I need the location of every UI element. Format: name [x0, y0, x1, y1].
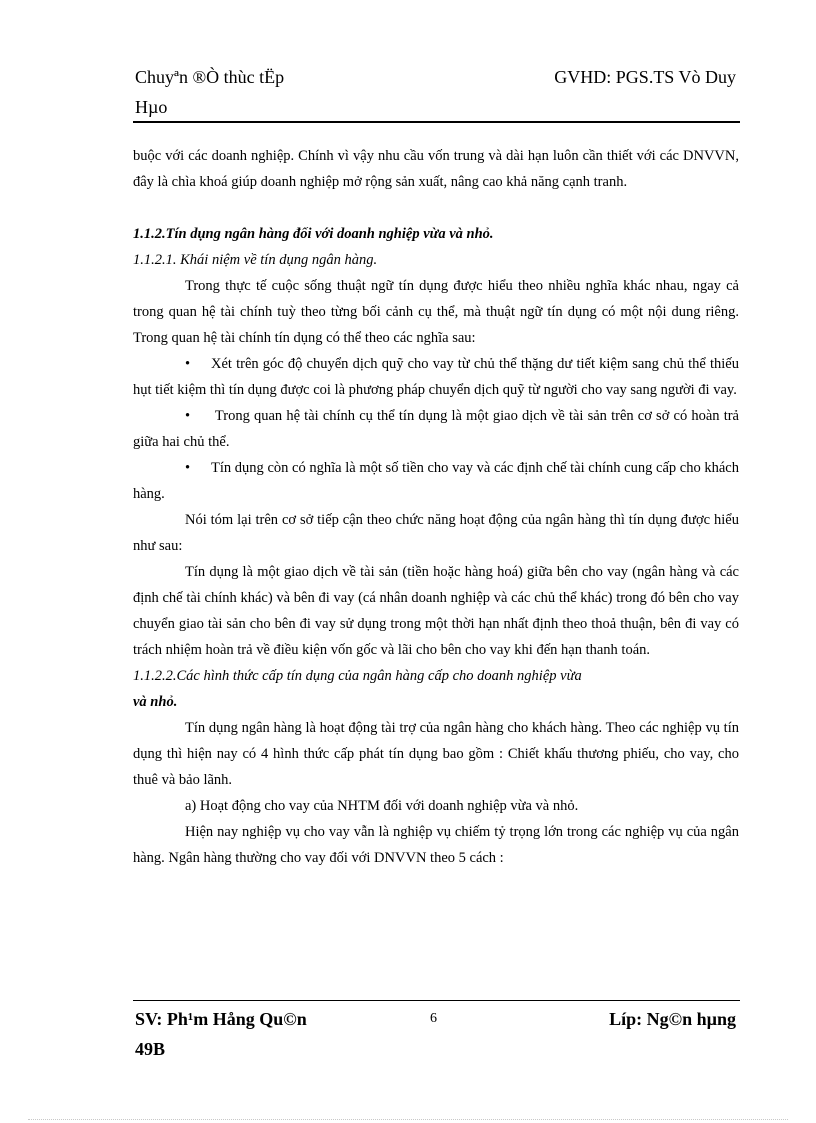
page-edge-divider [28, 1119, 788, 1120]
bullet-item-2 [133, 403, 739, 455]
paragraph-1: buộc với các doanh nghiệp. Chính vì vậy nhu cầu vốn trung và dài hạn luôn cần thiết với các DNVVN, đây là chìa khoá giúp doanh nghiệp mở rộng sản xuất, nâng cao khả năng cạnh tranh. [133, 148, 739, 190]
header-left-line2: Hµo [135, 97, 168, 117]
paragraph-5: Tín dụng ngân hàng là hoạt động tài trợ của ngân hàng cho khách hàng. Theo các nghiệp vụ tín dụng thì hiện nay có 4 hình thức cấp phát tín dụng bao gồm : Chiết khấu thương phiếu, cho vay, cho thuê và bảo lãnh. [133, 720, 739, 788]
paragraph-6: Hiện nay nghiệp vụ cho vay vẫn là nghiệp vụ chiếm tỷ trọng lớn trong các nghiệp vụ của ngân hàng. Ngân hàng thường cho vay đối với DNVVN theo 5 cách : [133, 824, 739, 866]
bullet-text-1: Xét trên góc độ chuyển dịch quỹ cho vay từ chủ thể thặng dư tiết kiệm sang chủ thể thiếu hụt tiết kiệm thì tín dụng được coi là phương pháp chuyển dịch quỹ từ người cho vay sang người đi vay. [133, 356, 739, 398]
footer-left-line2: 49B [135, 1039, 166, 1059]
page-number: 6 [430, 1011, 437, 1026]
bullet-text-2: Trong quan hệ tài chính cụ thể tín dụng là một giao dịch về tài sản trên cơ sở có hoàn trả giữa hai chủ thể. [133, 408, 739, 450]
footer-right: Líp: Ng©n hµng [609, 1009, 736, 1029]
heading-1-1-2-2-line1: 1.1.2.2.Các hình thức cấp tín dụng của ngân hàng cấp cho doanh nghiệp vừa [133, 668, 582, 684]
bullet-item-3 [133, 455, 739, 507]
heading-1-1-2: 1.1.2.Tín dụng ngân hàng đối với doanh nghiệp vừa và nhỏ. [133, 226, 494, 242]
paragraph-4: Tín dụng là một giao dịch về tài sản (tiền hoặc hàng hoá) giữa bên cho vay (ngân hàng và các định chế tài chính khác) và bên đi vay (cá nhân doanh nghiệp và các chủ thể khác) trong đó bên cho vay chuyển giao tài sản cho bên đi vay sử dụng trong một thời hạn nhất định theo thoả thuận, bên đi vay có trách nhiệm hoàn trả về điều kiện vốn gốc và lãi cho bên cho vay khi đến hạn thanh toán. [133, 564, 739, 658]
bullet-text-3: Tín dụng còn có nghĩa là một số tiền cho vay và các định chế tài chính cung cấp cho khách hàng. [133, 460, 739, 502]
bullet-icon: • [185, 356, 191, 372]
bullet-icon: • [185, 460, 191, 476]
heading-1-1-2-2 [133, 663, 739, 715]
header-rule [133, 121, 740, 123]
spacer [133, 195, 739, 221]
page-body [133, 143, 739, 871]
heading-1-1-2-2-line2: và nhỏ. [133, 694, 178, 710]
bullet-icon: • [185, 408, 191, 424]
paragraph-3: Nói tóm lại trên cơ sở tiếp cận theo chức năng hoạt động của ngân hàng thì tín dụng được hiểu như sau: [133, 512, 739, 554]
bullet-item-1 [133, 351, 739, 403]
header-left [135, 62, 365, 122]
footer-rule [133, 1000, 740, 1001]
heading-1-1-2-1: 1.1.2.1. Khái niệm về tín dụng ngân hàng. [133, 252, 378, 268]
footer-left [135, 1004, 335, 1064]
header-right: GVHD: PGS.TS Vò Duy [554, 67, 736, 87]
header-left-line1: Chuyªn ®Ò thùc tËp [135, 67, 285, 87]
paragraph-2: Trong thực tế cuộc sống thuật ngữ tín dụng được hiểu theo nhiều nghĩa khác nhau, ngay cả trong quan hệ tài chính tuỳ theo từng bối cảnh cụ thể, mà thuật ngữ tín dụng có một nội dung riêng. Trong quan hệ tài chính tín dụng có thể theo các nghĩa sau: [133, 278, 739, 346]
list-item-a: a) Hoạt động cho vay của NHTM đối với doanh nghiệp vừa và nhỏ. [185, 798, 579, 814]
footer-left-line1: SV: Ph¹m Hång Qu©n [135, 1009, 307, 1029]
